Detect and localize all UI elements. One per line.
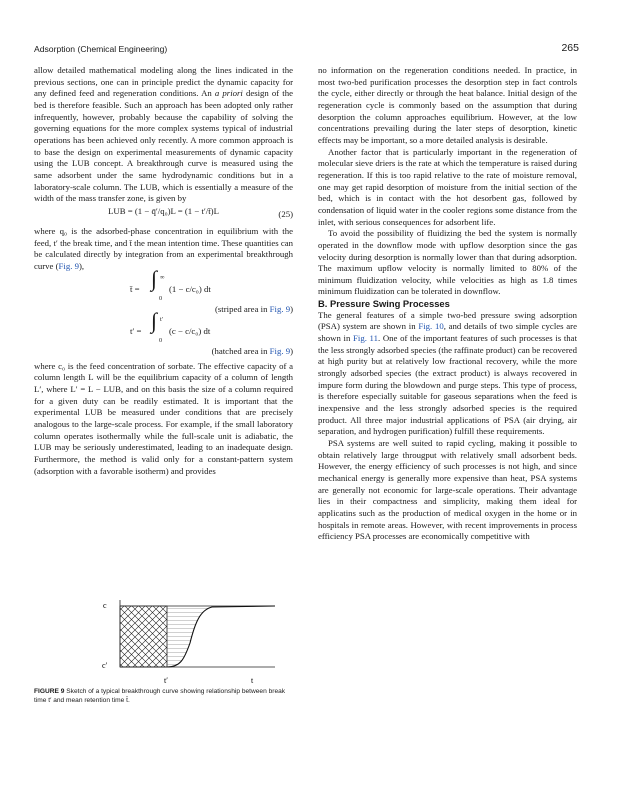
- equation-25-formula: LUB = (1 − q̄′/q₀)L = (1 − t′/t̄)L: [108, 205, 219, 216]
- fig9-link[interactable]: Fig. 9: [269, 346, 291, 357]
- integral-break-time: t′ = ∫ t′ 0 (c − c/c₀) dt: [130, 308, 211, 345]
- integral-sign: ∫: [151, 265, 158, 291]
- paragraph-modeling: allow detailed mathematical modeling along the lines indicated in the previous sections, one can in principle predict the dynamic capacity for any defined feed and regeneration conditions. An a priori design of the bed is therefore feasible. Such an approach has been adopted only rather infrequently, however, probably because the capability of solving the governing equations for the more complex systems typical of industrial operations has been achieved only recently. A more common approach is to base the design on experimental measurements of dynamic capacity using the LUB concept. A breakthrough curve is measured using the same adsorbent under the same hydrodynamic conditions but in a laboratory-scale column. The LUB, which is essentially a measure of the width of the mass transfer zone, is given by: [34, 65, 293, 204]
- fig9-link[interactable]: Fig. 9: [58, 260, 79, 271]
- breakthrough-curve-svg: [100, 588, 280, 688]
- striped-area: [167, 606, 212, 667]
- paragraph-regeneration: no information on the regeneration conditions needed. In practice, in most two-bed purification processes the desorption step in fact controls the cycle, either directly or through the heat balance. Initial design of the regeneration cycle is commonly based on the assumption that during desorption the column approaches equilibrium. However, at the low concentrations prevailing during the later steps of desorption, kinetic effects may be important, so a more detailed analysis is desirable.: [318, 65, 577, 145]
- label-t-axis: t: [251, 676, 254, 685]
- paragraph-definitions: where q₀ is the adsorbed-phase concentration in equilibrium with the feed, t′ the break time, and t̄ the mean intention time. These quantities can be calculated directly by integration from an experimental breakthrough curve (Fig. 9),: [34, 225, 293, 271]
- figure-9-caption: FIGURE 9 Sketch of a typical breakthrough curve showing relationship between break time t′ and mean retention time t̄.: [34, 688, 286, 704]
- note-hatched-area: (hatched area in Fig. 9): [211, 346, 293, 357]
- running-header-title: Adsorption (Chemical Engineering): [34, 44, 168, 54]
- fig11-link[interactable]: Fig. 11: [353, 333, 378, 344]
- label-t-prime: t′: [164, 676, 168, 685]
- paragraph-capacity: where c₀ is the feed concentration of sorbate. The effective capacity of a column length L will be the equilibrium capacity of a column of length L′, where L′ = L − LUB, and on this basis the size of a column required for a given duty can be readily estimated. It is important that the experimental LUB be measured under conditions that are precisely analogous to the large-scale process. For example, if the small laboratory column operates isothermally while the full-scale unit is adiabatic, the LUB may be seriously underestimated, leading to an inadequate design. Furthermore, the method is valid only for a constant-pattern system (adsorption with a favorable isotherm) and provides: [34, 360, 293, 476]
- fig10-link[interactable]: Fig. 10: [418, 321, 444, 332]
- label-c-prime: c′: [102, 661, 108, 670]
- section-heading-pressure-swing: B. Pressure Swing Processes: [318, 298, 450, 310]
- note-striped-area: (striped area in Fig. 9): [214, 303, 293, 314]
- hatched-area: [120, 606, 167, 667]
- integral-mean-time: t̄ = ∫ ∞ 0 (1 − c/c₀) dt: [130, 265, 211, 302]
- left-column: [34, 65, 293, 477]
- label-c-axis: c: [103, 601, 107, 610]
- integral-sign: ∫: [151, 308, 158, 334]
- equation-25-number: (25): [278, 208, 293, 219]
- equation-25: [34, 206, 293, 225]
- paragraph-molecular-sieve: Another factor that is particularly important in the regeneration of molecular sieve driers is the rate at which the temperature is raised during regeneration. If this is too rapid relative to the rate of moisture removal, one may get rapid desorption of moisture from the initial section of the bed, which is in contact with the hot desorbent gas, followed by condensation of liquid water in the cooler regions some distance from the inlet, with serious consequences for adsorbent life.: [318, 146, 577, 227]
- paragraph-fluidizing: To avoid the possibility of fluidizing the bed the system is normally operated in the downflow mode with upflow desorption since the gas velocity during desorption is normally lower than that during adsorption. The maximum upflow velocity is normally limited to 80% of the minimum fluidization velocity, while velocities as high as 1.8 times minimum fluidization can be tolerated in downflow.: [318, 228, 577, 297]
- right-column: [318, 65, 577, 543]
- figure-9-breakthrough-curve: [100, 588, 280, 688]
- fig9-link[interactable]: Fig. 9: [269, 303, 291, 314]
- paragraph-psa-features: The general features of a simple two-bed pressure swing adsorption (PSA) system are shown in Fig. 10, and details of two simple cycles are shown in Fig. 11. One of the important features of such processes is that the less strongly adsorbed species (the raffinate product) can be recovered at high purity but at relatively low fractional recovery, while the more strongly adsorbed species (the extract product) is always recovered in impure form during the blowdown and purge steps. This type of process, is therefore especially suitable for gaseous separations when the feed is inexpensive and the less strongly adsorbed species is the required product. All three major industrial applications of PSA (air drying, air separation, and hydrogen purification) fulfill these requirements.: [318, 309, 577, 437]
- paragraph-psa-rapid-cycling: PSA systems are well suited to rapid cycling, making it possible to obtain relatively large througput with relatively small adsorbent beds. However, the energy efficiency of such processes is not high, and since mechanical energy is generally more expensive than heat, PSA systems are generally not economic for large-scale operations. Their advantage lies in their compactness and simplicity, making them ideal for applicatins such as the production of medical oxygen in the home or in hospitals in remote areas. However, with recent improvements in process efficiency PSA processes are economically competitive with: [318, 438, 577, 542]
- page-number: 265: [561, 42, 579, 54]
